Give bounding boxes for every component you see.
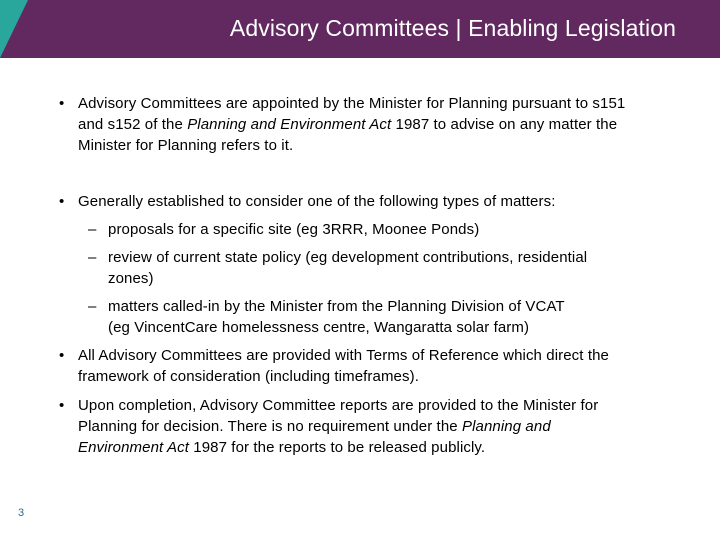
bullet-3-line-1: All Advisory Committees are provided with Terms of Reference which direct the <box>78 347 609 364</box>
bullet-1-line-3: Minister for Planning refers to it. <box>78 137 294 154</box>
bullet-4-line-1: Upon completion, Advisory Committee reports are provided to the Minister for <box>78 397 599 414</box>
sub-bullet-2-line-2: zones) <box>108 270 154 287</box>
slide-title: Advisory Committees | Enabling Legislation <box>229 15 676 41</box>
sub-bullet-3-line-1: matters called-in by the Minister from the Planning Division of VCAT <box>108 298 565 315</box>
sub-bullet-3-line-2: (eg VincentCare homelessness centre, Wangaratta solar farm) <box>108 319 530 336</box>
bullet-4-line-2: Planning for decision. There is no requirement under the Planning and <box>78 418 551 435</box>
bullet-1-line-2: and s152 of the Planning and Environment Act 1987 to advise on any matter the <box>78 116 618 133</box>
bullet-marker: • <box>59 95 65 112</box>
act-name-italic: Planning and Environment Act <box>187 116 392 133</box>
sub-bullet-marker: – <box>88 298 97 315</box>
page-number: 3 <box>18 507 25 519</box>
bullet-marker: • <box>59 347 65 364</box>
sub-bullet-1-line-1: proposals for a specific site (eg 3RRR, Moonee Ponds) <box>108 221 480 238</box>
act-name-italic: Environment Act <box>78 439 189 456</box>
bullet-2-line-1: Generally established to consider one of the following types of matters: <box>78 193 556 210</box>
sub-bullet-marker: – <box>88 249 97 266</box>
bullet-4-line-3: Environment Act 1987 for the reports to be released publicly. <box>78 439 486 456</box>
act-name-italic: Planning and <box>461 418 551 435</box>
sub-bullet-marker: – <box>88 221 97 238</box>
bullet-3-line-2: framework of consideration (including timeframes). <box>78 368 419 385</box>
bullet-marker: • <box>59 397 65 414</box>
bullet-1-line-1: Advisory Committees are appointed by the Minister for Planning pursuant to s151 <box>78 95 626 112</box>
bullet-marker: • <box>59 193 65 210</box>
sub-bullet-2-line-1: review of current state policy (eg development contributions, residential <box>108 249 588 266</box>
